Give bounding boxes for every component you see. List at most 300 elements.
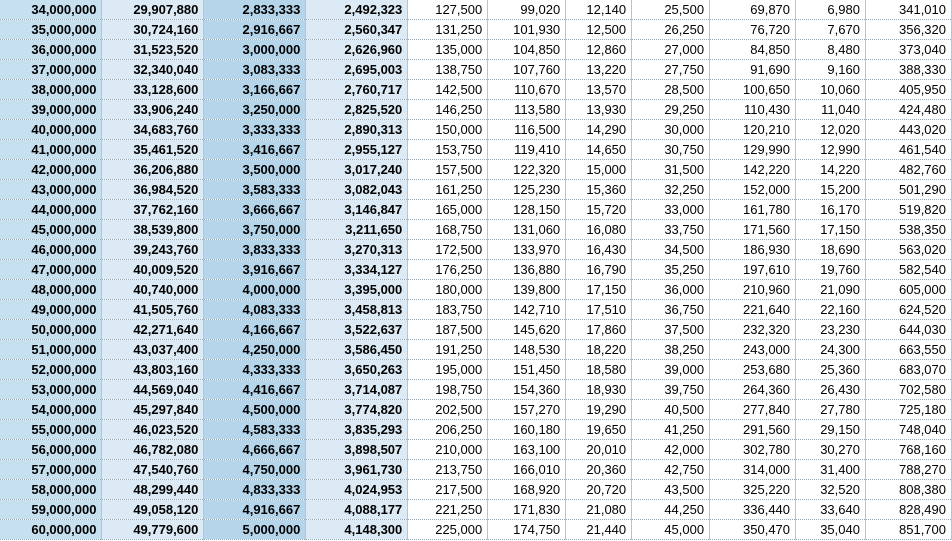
table-cell[interactable]: 44,000,000 — [0, 200, 102, 220]
table-row — [0, 80, 952, 100]
table-cell[interactable]: 2,695,003 — [306, 60, 408, 80]
table-cell[interactable]: 41,250 — [632, 420, 710, 440]
table-cell[interactable]: 154,360 — [488, 380, 566, 400]
table-cell[interactable]: 176,250 — [408, 260, 488, 280]
table-cell[interactable]: 29,150 — [796, 420, 866, 440]
table-cell[interactable]: 388,330 — [865, 60, 951, 80]
table-cell[interactable]: 16,790 — [566, 260, 632, 280]
table-cell[interactable]: 808,380 — [865, 480, 951, 500]
table-cell[interactable]: 17,150 — [796, 220, 866, 240]
table-cell[interactable]: 405,950 — [865, 80, 951, 100]
table-cell[interactable]: 424,480 — [865, 100, 951, 120]
table-cell[interactable]: 142,220 — [710, 160, 796, 180]
table-cell[interactable]: 19,290 — [566, 400, 632, 420]
table-cell[interactable]: 125,230 — [488, 180, 566, 200]
table-cell[interactable]: 44,569,040 — [102, 380, 204, 400]
table-cell[interactable]: 186,930 — [710, 240, 796, 260]
table-cell[interactable]: 127,500 — [408, 0, 488, 20]
table-cell[interactable]: 49,000,000 — [0, 300, 102, 320]
table-cell[interactable]: 217,500 — [408, 480, 488, 500]
table-cell[interactable]: 582,540 — [865, 260, 951, 280]
table-cell[interactable]: 4,088,177 — [306, 500, 408, 520]
table-cell[interactable]: 33,750 — [632, 220, 710, 240]
table-cell[interactable]: 2,890,313 — [306, 120, 408, 140]
table-cell[interactable]: 128,150 — [488, 200, 566, 220]
table-cell[interactable]: 3,250,000 — [204, 100, 306, 120]
table-cell[interactable]: 34,500 — [632, 240, 710, 260]
table-cell[interactable]: 2,626,960 — [306, 40, 408, 60]
table-cell[interactable]: 165,000 — [408, 200, 488, 220]
table-cell[interactable]: 3,650,263 — [306, 360, 408, 380]
table-cell[interactable]: 15,720 — [566, 200, 632, 220]
table-cell[interactable]: 142,500 — [408, 80, 488, 100]
table-cell[interactable]: 210,960 — [710, 280, 796, 300]
table-cell[interactable]: 3,146,847 — [306, 200, 408, 220]
table-cell[interactable]: 46,023,520 — [102, 420, 204, 440]
table-cell[interactable]: 3,586,450 — [306, 340, 408, 360]
table-cell[interactable]: 32,340,040 — [102, 60, 204, 80]
table-cell[interactable]: 131,060 — [488, 220, 566, 240]
table-cell[interactable]: 43,037,400 — [102, 340, 204, 360]
table-cell[interactable]: 663,550 — [865, 340, 951, 360]
table-cell[interactable]: 3,458,813 — [306, 300, 408, 320]
table-cell[interactable]: 157,500 — [408, 160, 488, 180]
table-cell[interactable]: 52,000,000 — [0, 360, 102, 380]
table-cell[interactable]: 30,000 — [632, 120, 710, 140]
table-cell[interactable]: 40,500 — [632, 400, 710, 420]
table-cell[interactable]: 4,333,333 — [204, 360, 306, 380]
table-cell[interactable]: 350,470 — [710, 520, 796, 540]
table-cell[interactable]: 3,166,667 — [204, 80, 306, 100]
table-cell[interactable]: 38,000,000 — [0, 80, 102, 100]
table-cell[interactable]: 14,650 — [566, 140, 632, 160]
table-cell[interactable]: 171,560 — [710, 220, 796, 240]
table-cell[interactable]: 33,128,600 — [102, 80, 204, 100]
table-cell[interactable]: 18,930 — [566, 380, 632, 400]
table-cell[interactable]: 16,080 — [566, 220, 632, 240]
table-cell[interactable]: 24,300 — [796, 340, 866, 360]
table-cell[interactable]: 36,000,000 — [0, 40, 102, 60]
table-cell[interactable]: 4,148,300 — [306, 520, 408, 540]
table-cell[interactable]: 133,970 — [488, 240, 566, 260]
table-cell[interactable]: 3,833,333 — [204, 240, 306, 260]
table-cell[interactable]: 15,200 — [796, 180, 866, 200]
table-cell[interactable]: 12,860 — [566, 40, 632, 60]
table-cell[interactable]: 122,320 — [488, 160, 566, 180]
table-cell[interactable]: 624,520 — [865, 300, 951, 320]
table-cell[interactable]: 264,360 — [710, 380, 796, 400]
table-cell[interactable]: 4,416,667 — [204, 380, 306, 400]
table-cell[interactable]: 59,000,000 — [0, 500, 102, 520]
table-cell[interactable]: 314,000 — [710, 460, 796, 480]
table-cell[interactable]: 139,800 — [488, 280, 566, 300]
table-cell[interactable]: 644,030 — [865, 320, 951, 340]
table-cell[interactable]: 2,916,667 — [204, 20, 306, 40]
table-cell[interactable]: 3,961,730 — [306, 460, 408, 480]
table-cell[interactable]: 51,000,000 — [0, 340, 102, 360]
table-cell[interactable]: 172,500 — [408, 240, 488, 260]
table-cell[interactable]: 198,750 — [408, 380, 488, 400]
table-cell[interactable]: 443,020 — [865, 120, 951, 140]
table-cell[interactable]: 3,082,043 — [306, 180, 408, 200]
table-cell[interactable]: 29,907,880 — [102, 0, 204, 20]
table-cell[interactable]: 3,583,333 — [204, 180, 306, 200]
table-cell[interactable]: 17,150 — [566, 280, 632, 300]
table-cell[interactable]: 3,416,667 — [204, 140, 306, 160]
table-cell[interactable]: 55,000,000 — [0, 420, 102, 440]
table-cell[interactable]: 21,440 — [566, 520, 632, 540]
table-cell[interactable]: 157,270 — [488, 400, 566, 420]
table-cell[interactable]: 702,580 — [865, 380, 951, 400]
table-cell[interactable]: 36,984,520 — [102, 180, 204, 200]
table-cell[interactable]: 129,990 — [710, 140, 796, 160]
table-cell[interactable]: 136,880 — [488, 260, 566, 280]
table-cell[interactable]: 27,780 — [796, 400, 866, 420]
table-cell[interactable]: 26,250 — [632, 20, 710, 40]
table-cell[interactable]: 36,206,880 — [102, 160, 204, 180]
table-cell[interactable]: 253,680 — [710, 360, 796, 380]
table-cell[interactable]: 519,820 — [865, 200, 951, 220]
table-cell[interactable]: 291,560 — [710, 420, 796, 440]
table-cell[interactable]: 17,510 — [566, 300, 632, 320]
table-cell[interactable]: 50,000,000 — [0, 320, 102, 340]
table-cell[interactable]: 2,833,333 — [204, 0, 306, 20]
table-cell[interactable]: 168,920 — [488, 480, 566, 500]
table-cell[interactable]: 210,000 — [408, 440, 488, 460]
table-cell[interactable]: 828,490 — [865, 500, 951, 520]
table-cell[interactable]: 40,009,520 — [102, 260, 204, 280]
table-cell[interactable]: 788,270 — [865, 460, 951, 480]
table-cell[interactable]: 37,762,160 — [102, 200, 204, 220]
table-cell[interactable]: 49,058,120 — [102, 500, 204, 520]
table-cell[interactable]: 23,230 — [796, 320, 866, 340]
table-cell[interactable]: 461,540 — [865, 140, 951, 160]
table-cell[interactable]: 195,000 — [408, 360, 488, 380]
table-cell[interactable]: 2,825,520 — [306, 100, 408, 120]
table-cell[interactable]: 34,683,760 — [102, 120, 204, 140]
table-cell[interactable]: 12,140 — [566, 0, 632, 20]
table-cell[interactable]: 131,250 — [408, 20, 488, 40]
table-cell[interactable]: 19,760 — [796, 260, 866, 280]
table-cell[interactable]: 4,024,953 — [306, 480, 408, 500]
table-cell[interactable]: 12,500 — [566, 20, 632, 40]
table-cell[interactable]: 146,250 — [408, 100, 488, 120]
table-cell[interactable]: 110,670 — [488, 80, 566, 100]
table-cell[interactable]: 4,250,000 — [204, 340, 306, 360]
table-cell[interactable]: 3,500,000 — [204, 160, 306, 180]
table-cell[interactable]: 84,850 — [710, 40, 796, 60]
table-cell[interactable]: 33,906,240 — [102, 100, 204, 120]
table-cell[interactable]: 153,750 — [408, 140, 488, 160]
table-cell[interactable]: 104,850 — [488, 40, 566, 60]
table-cell[interactable]: 29,250 — [632, 100, 710, 120]
table-cell[interactable]: 3,714,087 — [306, 380, 408, 400]
table-cell[interactable]: 39,750 — [632, 380, 710, 400]
table-cell[interactable]: 35,461,520 — [102, 140, 204, 160]
table-cell[interactable]: 14,220 — [796, 160, 866, 180]
table-cell[interactable]: 42,000,000 — [0, 160, 102, 180]
table-cell[interactable]: 3,334,127 — [306, 260, 408, 280]
table-cell[interactable]: 4,500,000 — [204, 400, 306, 420]
table-cell[interactable]: 3,750,000 — [204, 220, 306, 240]
table-cell[interactable]: 69,870 — [710, 0, 796, 20]
table-cell[interactable]: 3,083,333 — [204, 60, 306, 80]
table-cell[interactable]: 151,450 — [488, 360, 566, 380]
table-cell[interactable]: 32,520 — [796, 480, 866, 500]
table-cell[interactable]: 3,211,650 — [306, 220, 408, 240]
table-cell[interactable]: 180,000 — [408, 280, 488, 300]
table-cell[interactable]: 4,166,667 — [204, 320, 306, 340]
table-cell[interactable]: 145,620 — [488, 320, 566, 340]
table-cell[interactable]: 30,270 — [796, 440, 866, 460]
table-cell[interactable]: 44,250 — [632, 500, 710, 520]
table-cell[interactable]: 30,750 — [632, 140, 710, 160]
table-cell[interactable]: 33,640 — [796, 500, 866, 520]
table-cell[interactable]: 3,000,000 — [204, 40, 306, 60]
table-cell[interactable]: 12,990 — [796, 140, 866, 160]
table-cell[interactable]: 107,760 — [488, 60, 566, 80]
table-cell[interactable]: 3,395,000 — [306, 280, 408, 300]
table-cell[interactable]: 148,530 — [488, 340, 566, 360]
table-cell[interactable]: 3,522,637 — [306, 320, 408, 340]
table-cell[interactable]: 341,010 — [865, 0, 951, 20]
table-cell[interactable]: 101,930 — [488, 20, 566, 40]
table-cell[interactable]: 683,070 — [865, 360, 951, 380]
table-cell[interactable]: 3,916,667 — [204, 260, 306, 280]
table-cell[interactable]: 17,860 — [566, 320, 632, 340]
table-cell[interactable]: 18,220 — [566, 340, 632, 360]
table-cell[interactable]: 116,500 — [488, 120, 566, 140]
table-cell[interactable]: 7,670 — [796, 20, 866, 40]
table-cell[interactable]: 54,000,000 — [0, 400, 102, 420]
table-cell[interactable]: 113,580 — [488, 100, 566, 120]
table-cell[interactable]: 16,170 — [796, 200, 866, 220]
table-cell[interactable]: 38,539,800 — [102, 220, 204, 240]
table-cell[interactable]: 356,320 — [865, 20, 951, 40]
table-cell[interactable]: 57,000,000 — [0, 460, 102, 480]
table-cell[interactable]: 302,780 — [710, 440, 796, 460]
table-cell[interactable]: 47,000,000 — [0, 260, 102, 280]
table-cell[interactable]: 197,610 — [710, 260, 796, 280]
table-cell[interactable]: 4,750,000 — [204, 460, 306, 480]
table-cell[interactable]: 58,000,000 — [0, 480, 102, 500]
table-cell[interactable]: 53,000,000 — [0, 380, 102, 400]
table-cell[interactable]: 27,750 — [632, 60, 710, 80]
table-cell[interactable]: 30,724,160 — [102, 20, 204, 40]
table-cell[interactable]: 60,000,000 — [0, 520, 102, 540]
table-cell[interactable]: 19,650 — [566, 420, 632, 440]
table-cell[interactable]: 45,000,000 — [0, 220, 102, 240]
table-cell[interactable]: 206,250 — [408, 420, 488, 440]
table-cell[interactable]: 5,000,000 — [204, 520, 306, 540]
table-cell[interactable]: 41,505,760 — [102, 300, 204, 320]
table-cell[interactable]: 37,500 — [632, 320, 710, 340]
table-cell[interactable]: 4,583,333 — [204, 420, 306, 440]
table-cell[interactable]: 120,210 — [710, 120, 796, 140]
table-cell[interactable]: 32,250 — [632, 180, 710, 200]
table-cell[interactable]: 43,000,000 — [0, 180, 102, 200]
table-cell[interactable]: 10,060 — [796, 80, 866, 100]
table-cell[interactable]: 27,000 — [632, 40, 710, 60]
table-cell[interactable]: 42,750 — [632, 460, 710, 480]
table-cell[interactable]: 36,750 — [632, 300, 710, 320]
table-cell[interactable]: 14,290 — [566, 120, 632, 140]
table-cell[interactable]: 225,000 — [408, 520, 488, 540]
table-cell[interactable]: 15,000 — [566, 160, 632, 180]
table-cell[interactable]: 8,480 — [796, 40, 866, 60]
table-cell[interactable]: 37,000,000 — [0, 60, 102, 80]
table-cell[interactable]: 13,930 — [566, 100, 632, 120]
table-cell[interactable]: 213,750 — [408, 460, 488, 480]
table-cell[interactable]: 538,350 — [865, 220, 951, 240]
table-cell[interactable]: 12,020 — [796, 120, 866, 140]
table-cell[interactable]: 605,000 — [865, 280, 951, 300]
table-cell[interactable]: 161,780 — [710, 200, 796, 220]
table-cell[interactable]: 135,000 — [408, 40, 488, 60]
table-cell[interactable]: 49,779,600 — [102, 520, 204, 540]
table-cell[interactable]: 2,955,127 — [306, 140, 408, 160]
table-cell[interactable]: 501,290 — [865, 180, 951, 200]
table-cell[interactable]: 91,690 — [710, 60, 796, 80]
table-cell[interactable]: 277,840 — [710, 400, 796, 420]
table-cell[interactable]: 100,650 — [710, 80, 796, 100]
table-cell[interactable]: 187,500 — [408, 320, 488, 340]
table-cell[interactable]: 373,040 — [865, 40, 951, 60]
table-cell[interactable]: 16,430 — [566, 240, 632, 260]
table-cell[interactable]: 35,040 — [796, 520, 866, 540]
table-cell[interactable]: 13,570 — [566, 80, 632, 100]
table-cell[interactable]: 110,430 — [710, 100, 796, 120]
table-cell[interactable]: 43,803,160 — [102, 360, 204, 380]
table-cell[interactable]: 221,250 — [408, 500, 488, 520]
table-cell[interactable]: 31,400 — [796, 460, 866, 480]
table-cell[interactable]: 33,000 — [632, 200, 710, 220]
table-cell[interactable]: 202,500 — [408, 400, 488, 420]
table-cell[interactable]: 21,090 — [796, 280, 866, 300]
table-cell[interactable]: 150,000 — [408, 120, 488, 140]
table-cell[interactable]: 2,760,717 — [306, 80, 408, 100]
table-cell[interactable]: 21,080 — [566, 500, 632, 520]
table-cell[interactable]: 4,916,667 — [204, 500, 306, 520]
table-cell[interactable]: 26,430 — [796, 380, 866, 400]
table-cell[interactable]: 46,000,000 — [0, 240, 102, 260]
table-cell[interactable]: 48,000,000 — [0, 280, 102, 300]
table-cell[interactable]: 3,835,293 — [306, 420, 408, 440]
table-cell[interactable]: 3,774,820 — [306, 400, 408, 420]
table-cell[interactable]: 3,270,313 — [306, 240, 408, 260]
table-cell[interactable]: 482,760 — [865, 160, 951, 180]
table-cell[interactable]: 35,000,000 — [0, 20, 102, 40]
table-cell[interactable]: 183,750 — [408, 300, 488, 320]
table-cell[interactable]: 163,100 — [488, 440, 566, 460]
table-cell[interactable]: 20,720 — [566, 480, 632, 500]
table-cell[interactable]: 166,010 — [488, 460, 566, 480]
table-cell[interactable]: 191,250 — [408, 340, 488, 360]
table-cell[interactable]: 25,500 — [632, 0, 710, 20]
table-cell[interactable]: 25,360 — [796, 360, 866, 380]
table-cell[interactable]: 31,500 — [632, 160, 710, 180]
table-cell[interactable]: 39,000 — [632, 360, 710, 380]
table-cell[interactable]: 28,500 — [632, 80, 710, 100]
table-cell[interactable]: 31,523,520 — [102, 40, 204, 60]
table-cell[interactable]: 3,898,507 — [306, 440, 408, 460]
table-cell[interactable]: 768,160 — [865, 440, 951, 460]
table-cell[interactable]: 3,017,240 — [306, 160, 408, 180]
table-cell[interactable]: 851,700 — [865, 520, 951, 540]
table-cell[interactable]: 36,000 — [632, 280, 710, 300]
table-cell[interactable]: 13,220 — [566, 60, 632, 80]
table-row — [0, 460, 952, 480]
table-cell[interactable]: 161,250 — [408, 180, 488, 200]
table-cell[interactable]: 99,020 — [488, 0, 566, 20]
table-cell[interactable]: 171,830 — [488, 500, 566, 520]
table-cell[interactable]: 325,220 — [710, 480, 796, 500]
table-cell[interactable]: 56,000,000 — [0, 440, 102, 460]
table-cell[interactable]: 4,000,000 — [204, 280, 306, 300]
table-cell[interactable]: 18,690 — [796, 240, 866, 260]
table-cell[interactable]: 168,750 — [408, 220, 488, 240]
table-cell[interactable]: 138,750 — [408, 60, 488, 80]
table-cell[interactable]: 232,320 — [710, 320, 796, 340]
table-cell[interactable]: 35,250 — [632, 260, 710, 280]
table-cell[interactable]: 2,492,323 — [306, 0, 408, 20]
table-cell[interactable]: 20,010 — [566, 440, 632, 460]
table-cell[interactable]: 725,180 — [865, 400, 951, 420]
table-cell[interactable]: 4,083,333 — [204, 300, 306, 320]
table-cell[interactable]: 336,440 — [710, 500, 796, 520]
table-cell[interactable]: 76,720 — [710, 20, 796, 40]
table-cell[interactable]: 563,020 — [865, 240, 951, 260]
table-cell[interactable]: 119,410 — [488, 140, 566, 160]
table-cell[interactable]: 43,500 — [632, 480, 710, 500]
table-cell[interactable]: 6,980 — [796, 0, 866, 20]
table-cell[interactable]: 42,000 — [632, 440, 710, 460]
table-cell[interactable]: 3,666,667 — [204, 200, 306, 220]
table-cell[interactable]: 221,640 — [710, 300, 796, 320]
table-cell[interactable]: 38,250 — [632, 340, 710, 360]
table-cell[interactable]: 41,000,000 — [0, 140, 102, 160]
table-cell[interactable]: 20,360 — [566, 460, 632, 480]
table-cell[interactable]: 160,180 — [488, 420, 566, 440]
table-cell[interactable]: 45,000 — [632, 520, 710, 540]
table-cell[interactable]: 748,040 — [865, 420, 951, 440]
table-cell[interactable]: 22,160 — [796, 300, 866, 320]
table-cell[interactable]: 40,000,000 — [0, 120, 102, 140]
table-cell[interactable]: 45,297,840 — [102, 400, 204, 420]
table-cell[interactable]: 9,160 — [796, 60, 866, 80]
table-cell[interactable]: 47,540,760 — [102, 460, 204, 480]
table-row — [0, 20, 952, 40]
table-cell[interactable]: 11,040 — [796, 100, 866, 120]
table-cell[interactable]: 174,750 — [488, 520, 566, 540]
table-cell[interactable]: 46,782,080 — [102, 440, 204, 460]
table-cell[interactable]: 15,360 — [566, 180, 632, 200]
table-cell[interactable]: 39,000,000 — [0, 100, 102, 120]
table-cell[interactable]: 243,000 — [710, 340, 796, 360]
table-cell[interactable]: 40,740,000 — [102, 280, 204, 300]
table-cell[interactable]: 4,666,667 — [204, 440, 306, 460]
table-cell[interactable]: 4,833,333 — [204, 480, 306, 500]
table-cell[interactable]: 34,000,000 — [0, 0, 102, 20]
table-cell[interactable]: 18,580 — [566, 360, 632, 380]
table-cell[interactable]: 48,299,440 — [102, 480, 204, 500]
table-cell[interactable]: 2,560,347 — [306, 20, 408, 40]
table-cell[interactable]: 152,000 — [710, 180, 796, 200]
table-cell[interactable]: 42,271,640 — [102, 320, 204, 340]
table-cell[interactable]: 39,243,760 — [102, 240, 204, 260]
table-cell[interactable]: 142,710 — [488, 300, 566, 320]
table-cell[interactable]: 3,333,333 — [204, 120, 306, 140]
